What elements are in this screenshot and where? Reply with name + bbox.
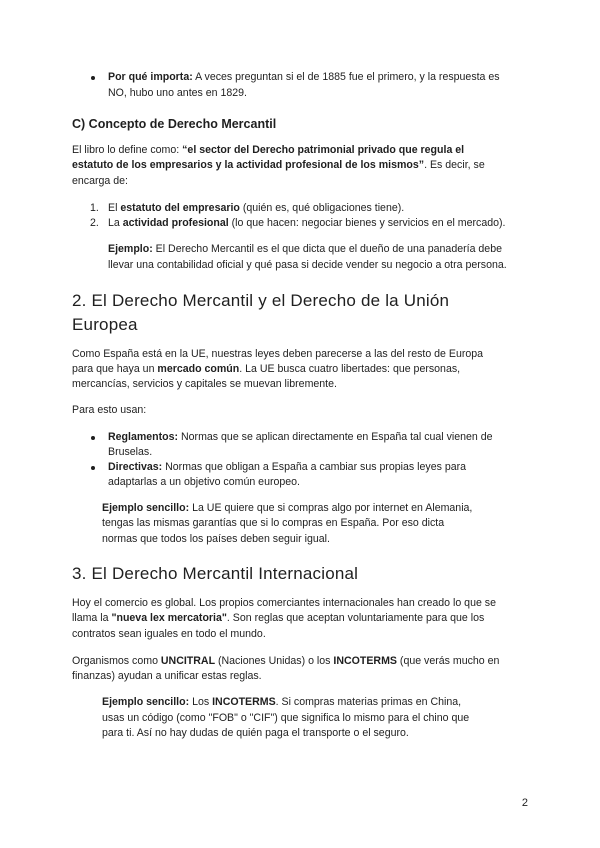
bullet-icon — [91, 436, 95, 440]
section-2-heading-line-2: Europea — [72, 315, 138, 334]
section-2-example-line-1: Ejemplo sencillo: La UE quiere que si compras algo por internet en Alemania, — [102, 502, 473, 514]
section-c-example-line-2: llevar una contabilidad oficial y qué pasa si decide vender su negocio a otra persona. — [108, 259, 507, 271]
section-2-bullet-2-line-1: Directivas: Normas que obligan a España a cambiar sus propias leyes para — [108, 461, 467, 473]
section-3-para-line-3: contratos sean iguales en todo el mundo. — [72, 628, 266, 640]
list-item: La actividad profesional (lo que hacen: negociar bienes y servicios en el mercado). — [108, 217, 506, 229]
intro-bullet-label: Por qué importa: — [108, 71, 193, 83]
section-2-para-line-2: para que haya un mercado común. La UE busca cuatro libertades: que personas, — [72, 363, 461, 375]
section-3-example-line-3: para ti. Así no hay dudas de quién paga el transporte o el seguro. — [102, 727, 409, 739]
section-3-org-line-2: finanzas) ayudan a unificar estas reglas. — [72, 670, 262, 682]
section-2-heading-line-1: 2. El Derecho Mercantil y el Derecho de la Unión — [72, 291, 450, 310]
section-c-para-line-1: El libro lo define como: “el sector del Derecho patrimonial privado que regula el — [72, 144, 465, 156]
section-c-para-line-3: encarga de: — [72, 175, 128, 187]
intro-bullet-line-2: NO, hubo uno antes en 1829. — [108, 87, 248, 99]
section-2-example-line-2: tengas las mismas garantías que si lo compras en España. Por eso dicta — [102, 517, 445, 529]
section-2-para-line-3: mercancías, servicios y capitales se muevan libremente. — [72, 378, 337, 390]
section-2-example-line-3: normas que todos los países deben seguir igual. — [102, 533, 330, 545]
intro-bullet-line-1: Por qué importa: A veces preguntan si el de 1885 fue el primero, y la respuesta es — [108, 71, 500, 83]
bullet-icon — [91, 466, 95, 470]
list-number: 1. — [90, 202, 99, 214]
section-c-example-line-1: Ejemplo: El Derecho Mercantil es el que dicta que el dueño de una panadería debe — [108, 243, 502, 255]
section-2-bullet-1-line-1: Reglamentos: Normas que se aplican directamente en España tal cual vienen de — [108, 431, 493, 443]
list-number: 2. — [90, 217, 99, 229]
section-2-para-line-1: Como España está en la UE, nuestras leyes deben parecerse a las del resto de Europa — [72, 348, 484, 360]
section-3-heading: 3. El Derecho Mercantil Internacional — [72, 564, 359, 583]
section-3-para-line-1: Hoy el comercio es global. Los propios comerciantes internacionales han creado lo que se — [72, 597, 496, 609]
section-3-example-line-2: usas un código (como "FOB" o "CIF") que significa lo mismo para el chino que — [102, 712, 470, 724]
section-2-bullet-2-line-2: adaptarlas a un objetivo común europeo. — [108, 476, 300, 488]
bullet-icon — [91, 76, 95, 80]
section-3-example-line-1: Ejemplo sencillo: Los INCOTERMS. Si compras materias primas en China, — [102, 696, 462, 708]
list-item: El estatuto del empresario (quién es, qué obligaciones tiene). — [108, 202, 405, 214]
section-2-para-usan: Para esto usan: — [72, 404, 147, 416]
section-c-para-line-2: estatuto de los empresarios y la actividad profesional de los mismos”. Es decir, se — [72, 159, 485, 171]
section-2-bullet-1-line-2: Bruselas. — [108, 446, 153, 458]
section-3-para-line-2: llama la "nueva lex mercatoria". Son reglas que aceptan voluntariamente para que los — [72, 612, 485, 624]
section-3-org-line-1: Organismos como UNCITRAL (Naciones Unidas) o los INCOTERMS (que verás mucho en — [72, 655, 500, 667]
section-c-heading: C) Concepto de Derecho Mercantil — [72, 117, 277, 131]
page-number: 2 — [521, 797, 528, 809]
